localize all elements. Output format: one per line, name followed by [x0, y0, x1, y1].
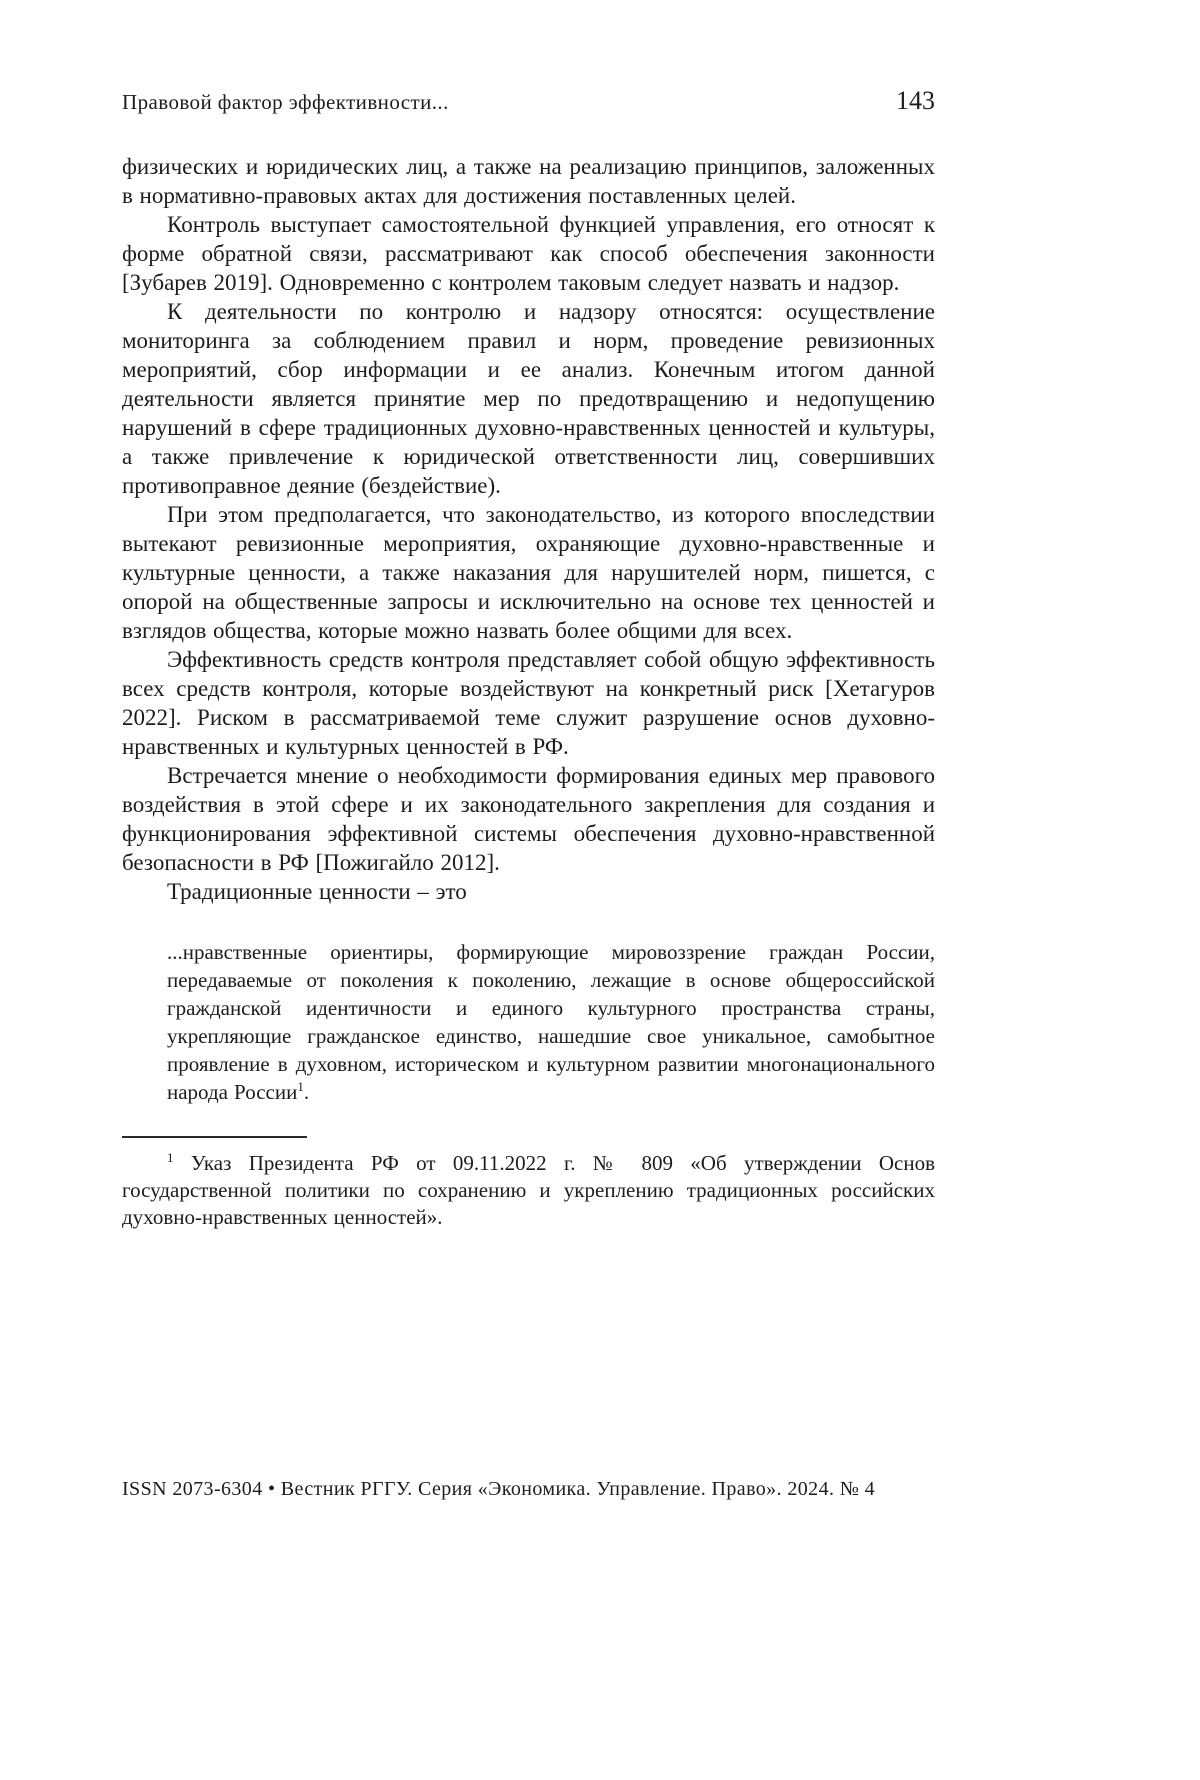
paragraph: К деятельности по контролю и надзору относятся: осуществление мониторинга за соблюдением правил и норм, проведение ревизионных мероприятий, сбор информации и ее анализ. Конечным итогом данной деятельности является принятие мер по предотвращению и недопущению нарушений в сфере традиционных духовно-нравственных ценностей и культуры, а также привлечение к юридической ответственности лиц, совершивших противоправное деяние (бездействие).	[122, 299, 935, 498]
paragraph: Встречается мнение о необходимости формирования единых мер правового воздействия в этой сфере и их законодательного закрепления для создания и функционирования эффективной системы обеспечения духовно-нравственной безопасности в РФ [Пожигайло 2012].	[122, 763, 935, 875]
paragraph: Эффективность средств контроля представляет собой общую эффективность всех средств контроля, которые воздействуют на конкретный риск [Хетагуров 2022]. Риском в рассматриваемой теме служит разрушение основ духовно-нравственных и культурных ценностей в РФ.	[122, 647, 935, 759]
paragraph: Контроль выступает самостоятельной функцией управления, его относят к форме обратной связи, рассматривают как способ обеспечения законности [Зубарев 2019]. Одновременно с контролем таковым следует назвать и надзор.	[122, 212, 935, 295]
footnote-text: Указ Президента РФ от 09.11.2022 г. № 809 «Об утверждении Основ государственной политики по сохранению и укреплению традиционных российских духовно-нравственных ценностей».	[122, 1151, 935, 1229]
quote-text: ...нравственные ориентиры, формирующие мировоззрение граждан России, передаваемые от поколения к поколению, лежащие в основе общероссийской гражданской идентичности и единого культурного пространства страны, укрепляющие гражданское единство, нашедшие свое уникальное, самобытное проявление в духовном, историческом и культурном развитии многонационального народа России	[167, 940, 935, 1104]
footnote	[122, 1150, 935, 1231]
quote-suffix: .	[303, 1080, 310, 1104]
page-footer	[122, 1478, 935, 1501]
paragraph: Традиционные ценности – это	[167, 879, 467, 904]
page-number: 143	[896, 86, 935, 115]
footer-text: ISSN 2073-6304 • Вестник РГГУ. Серия «Экономика. Управление. Право». 2024. № 4	[122, 1478, 876, 1500]
running-title: Правовой фактор эффективности...	[122, 90, 449, 114]
paragraph: При этом предполагается, что законодательство, из которого впоследствии вытекают ревизионные мероприятия, охраняющие духовно-нравственные и культурные ценности, а также наказания для нарушителей норм, пишется, с опорой на общественные запросы и исключительно на основе тех ценностей и взглядов общества, которые можно назвать более общими для всех.	[122, 502, 935, 643]
page-header	[122, 86, 935, 116]
footnote-area	[122, 1136, 935, 1231]
article-body	[122, 152, 935, 1231]
paragraph: физических и юридических лиц, а также на реализацию принципов, заложенных в нормативно-правовых актах для достижения поставленных целей.	[122, 154, 935, 208]
footnote-divider	[122, 1136, 307, 1138]
block-quote	[167, 938, 935, 1106]
footnote-number: 1	[167, 1150, 174, 1165]
footnote-marker: 1	[297, 1079, 304, 1094]
